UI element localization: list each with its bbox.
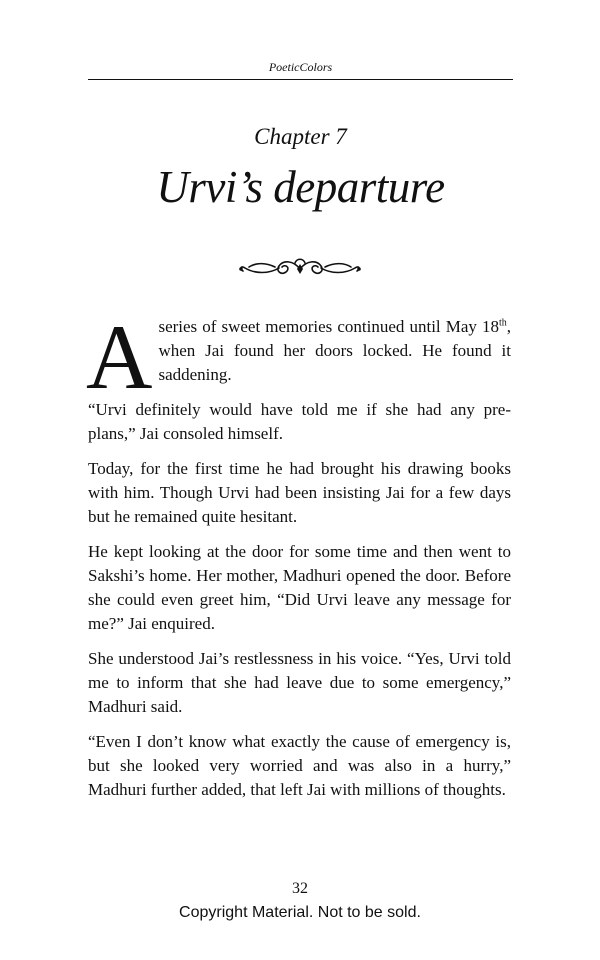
chapter-title: Urvi’s departure [156, 162, 445, 212]
ordinal-suffix: th [498, 317, 507, 329]
paragraph-1-text-a: series of sweet memories continued until May 18 [158, 317, 499, 336]
paragraph-1 [86, 306, 511, 408]
paragraph-5: She understood Jai’s restlessness in his voice. “Yes, Urvi told me to inform that she had leave due to some emergency,” Madhuri said. [88, 649, 511, 716]
paragraph-6: “Even I don’t know what exactly the cause of emergency is, but she looked very worried and was also in a hurry,” Madhuri further added, that left Jai with millions of thoughts. [88, 732, 511, 799]
paragraph-3: Today, for the first time he had brought his drawing books with him. Though Urvi had been insisting Jai for a few days but he remained quite hesitant. [88, 459, 511, 526]
paragraph-2: “Urvi definitely would have told me if she had any pre-plans,” Jai consoled himself. [88, 400, 511, 443]
flourish-ornament-icon [235, 254, 365, 284]
page-number: 32 [292, 880, 308, 897]
running-header: PoeticColors [268, 60, 333, 74]
chapter-body [86, 306, 511, 813]
chapter-number: Chapter 7 [254, 124, 347, 149]
drop-cap: A [86, 306, 153, 408]
copyright-note: Copyright Material. Not to be sold. [179, 904, 421, 921]
header-rule [88, 79, 513, 80]
paragraph-4: He kept looking at the door for some time and then went to Sakshi’s home. Her mother, Madhuri opened the door. Before she could even greet him, “Did Urvi leave any message for me?” Jai enquired. [88, 542, 511, 633]
paragraph-1-text-b: , when Jai found her doors locked. He found it saddening. [158, 317, 511, 384]
